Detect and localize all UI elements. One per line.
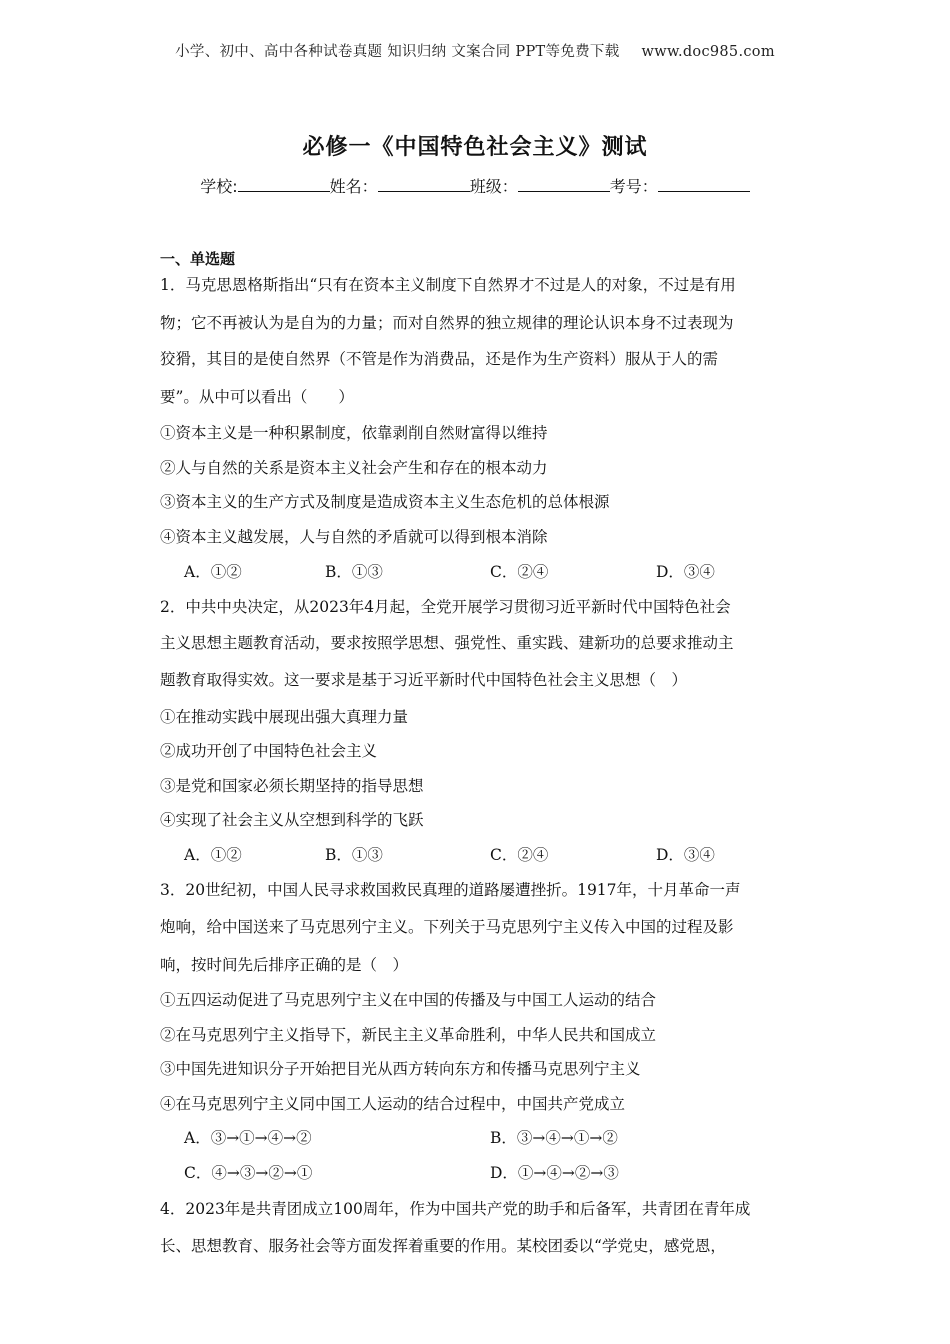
- class-blank[interactable]: [518, 177, 610, 192]
- question-1-line: 物；它不再被认为是自为的力量；而对自然界的独立规律的理论认识本身不过表现为: [160, 314, 734, 332]
- question-3-line: 3．20世纪初，中国人民寻求救国救民真理的道路屡遭挫折。1917年，十月革命一声: [160, 881, 741, 899]
- question-2-statement: ④实现了社会主义从空想到科学的飞跃: [160, 811, 424, 829]
- question-2-statement: ①在推动实践中展现出强大真理力量: [160, 708, 409, 726]
- question-3-statement: ④在马克思列宁主义同中国工人运动的结合过程中，中国共产党成立: [160, 1095, 626, 1113]
- exam-title: 必修一《中国特色社会主义》测试: [302, 135, 648, 160]
- name-label: 姓名：: [329, 177, 378, 196]
- question-1-line: 要”。从中可以看出（ ）: [160, 388, 354, 406]
- page-header: [0, 40, 950, 61]
- question-1-statement: ①资本主义是一种积累制度，依靠剥削自然财富得以维持: [160, 424, 548, 442]
- question-4-line: 4．2023年是共青团成立100周年，作为中国共产党的助手和后备军，共青团在青年成: [160, 1200, 751, 1218]
- question-4-line: 长、思想教育、服务社会等方面发挥着重要的作用。某校团委以“学党史，感党恩，: [160, 1237, 726, 1255]
- option-a[interactable]: A．①②: [184, 563, 242, 581]
- option-d[interactable]: D．③④: [656, 846, 715, 864]
- name-blank[interactable]: [378, 177, 470, 192]
- question-3-statement: ③中国先进知识分子开始把目光从西方转向东方和传播马克思列宁主义: [160, 1060, 641, 1078]
- option-c[interactable]: C．②④: [490, 846, 549, 864]
- question-1-statement: ③资本主义的生产方式及制度是造成资本主义生态危机的总体根源: [160, 493, 610, 511]
- option-c[interactable]: C．④→③→②→①: [184, 1164, 313, 1182]
- header-text: 小学、初中、高中各种试卷真题 知识归纳 文案合同 PPT等免费下载: [175, 44, 620, 60]
- option-b[interactable]: B．①③: [325, 563, 383, 581]
- option-a[interactable]: A．①②: [184, 846, 242, 864]
- option-a[interactable]: A．③→①→④→②: [184, 1129, 312, 1147]
- question-2-line: 题教育取得实效。这一要求是基于习近平新时代中国特色社会主义思想（ ）: [160, 671, 688, 689]
- exam-number-label: 考号：: [609, 177, 658, 196]
- option-c[interactable]: C．②④: [490, 563, 549, 581]
- option-d[interactable]: D．①→④→②→③: [490, 1164, 619, 1182]
- option-d[interactable]: D．③④: [656, 563, 715, 581]
- question-3-statement: ②在马克思列宁主义指导下，新民主主义革命胜利，中华人民共和国成立: [160, 1026, 657, 1044]
- question-2-line: 2．中共中央决定，从2023年4月起，全党开展学习贯彻习近平新时代中国特色社会: [160, 598, 731, 616]
- question-2-line: 主义思想主题教育活动，要求按照学思想、强党性、重实践、建新功的总要求推动主: [160, 634, 734, 652]
- question-3-statement: ①五四运动促进了马克思列宁主义在中国的传播及与中国工人运动的结合: [160, 991, 657, 1009]
- question-1-statement: ②人与自然的关系是资本主义社会产生和存在的根本动力: [160, 459, 548, 477]
- exam-number-blank[interactable]: [658, 177, 750, 192]
- section-heading: 一、单选题: [160, 250, 236, 268]
- school-label: 学校:: [200, 177, 238, 196]
- class-label: 班级：: [469, 177, 518, 196]
- question-1-line: 狡猾，其目的是使自然界（不管是作为消费品，还是作为生产资料）服从于人的需: [160, 350, 719, 368]
- question-3-line: 响，按时间先后排序正确的是（ ）: [160, 956, 409, 974]
- school-blank[interactable]: [238, 177, 330, 192]
- question-1-line: 1．马克思恩格斯指出“只有在资本主义制度下自然界才不过是人的对象，不过是有用: [160, 276, 736, 294]
- student-info-row: [0, 174, 950, 197]
- question-1-statement: ④资本主义越发展，人与自然的矛盾就可以得到根本消除: [160, 528, 548, 546]
- header-site-link[interactable]: www.doc985.com: [641, 44, 775, 60]
- option-b[interactable]: B．①③: [325, 846, 383, 864]
- question-3-line: 炮响，给中国送来了马克思列宁主义。下列关于马克思列宁主义传入中国的过程及影: [160, 918, 734, 936]
- option-b[interactable]: B．③→④→①→②: [490, 1129, 618, 1147]
- question-2-statement: ②成功开创了中国特色社会主义: [160, 742, 378, 760]
- question-2-statement: ③是党和国家必须长期坚持的指导思想: [160, 777, 424, 795]
